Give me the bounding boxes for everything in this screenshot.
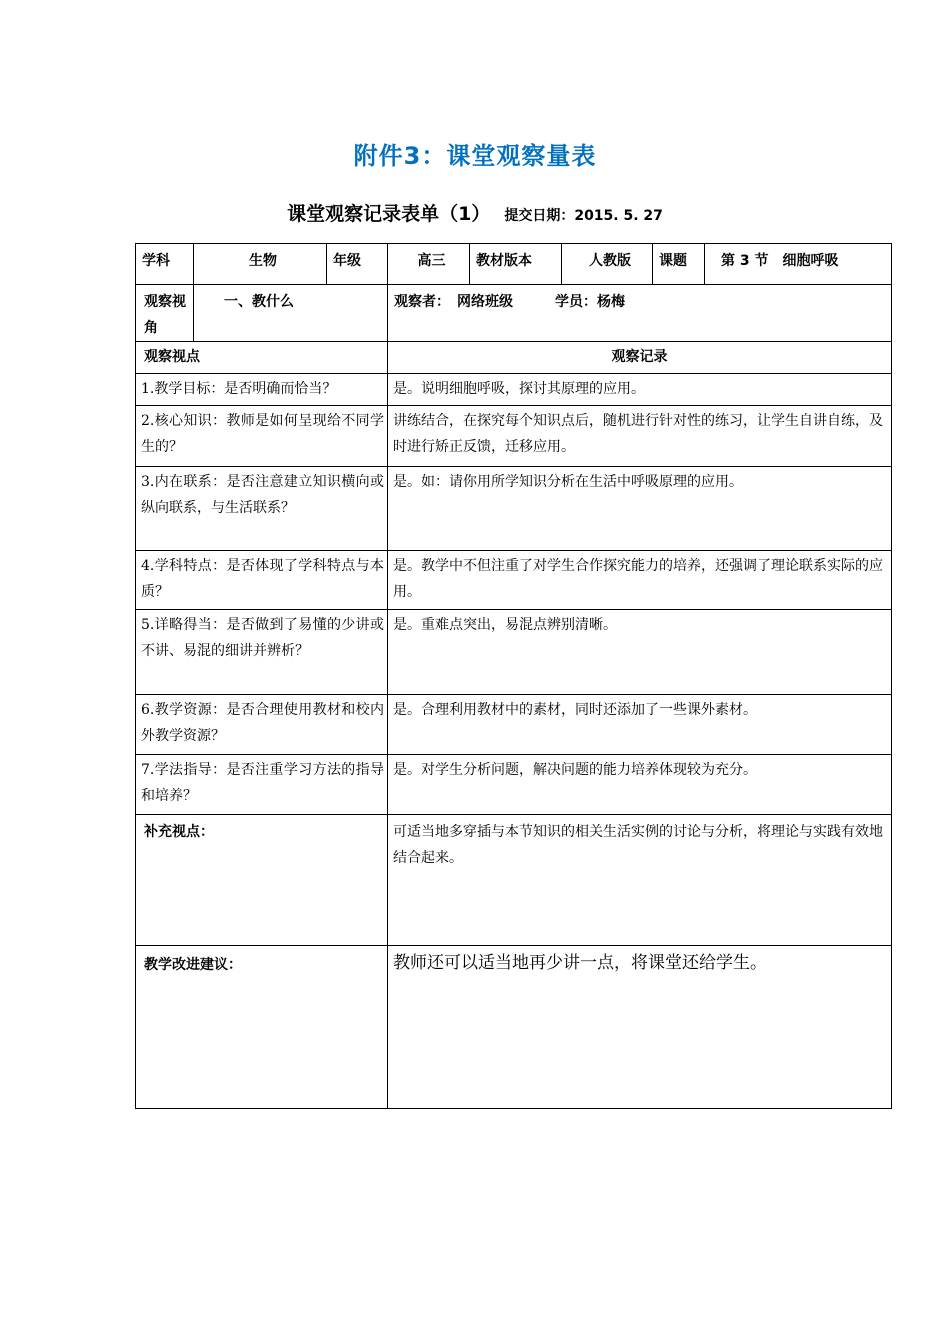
observation-record: 是。如：请你用所学知识分析在生活中呼吸原理的应用。 <box>388 467 892 551</box>
observation-record: 讲练结合，在探究每个知识点后，随机进行针对性的练习，让学生自讲自练，及时进行矫正反馈，迁移应用。 <box>388 406 892 467</box>
suggestion-text: 教师还可以适当地再少讲一点，将课堂还给学生。 <box>388 946 892 1109</box>
observation-point: 6.教学资源：是否合理使用教材和校内外教学资源？ <box>136 695 388 755</box>
observation-record: 是。合理利用教材中的素材，同时还添加了一些课外素材。 <box>388 695 892 755</box>
edition-label: 教材版本 <box>470 244 562 285</box>
col-header-record: 观察记录 <box>388 342 892 374</box>
edition-value: 人教版 <box>562 244 653 285</box>
info-row <box>136 244 892 285</box>
table-row <box>136 755 892 815</box>
suggestion-row <box>136 946 892 1109</box>
observation-record: 是。对学生分析问题，解决问题的能力培养体现较为充分。 <box>388 755 892 815</box>
observation-record: 是。教学中不但注重了对学生合作探究能力的培养，还强调了理论联系实际的应用。 <box>388 551 892 610</box>
suggestion-label: 教学改进建议： <box>136 946 388 1109</box>
table-row <box>136 374 892 406</box>
observer-info: 观察者： 网络班级 学员：杨梅 <box>388 285 892 342</box>
observation-point: 7.学法指导：是否注重学习方法的指导和培养？ <box>136 755 388 815</box>
table-row <box>136 695 892 755</box>
grade-value: 高三 <box>388 244 470 285</box>
column-header-row <box>136 342 892 374</box>
table-row <box>136 467 892 551</box>
observation-table <box>135 243 892 1109</box>
col-header-point: 观察视点 <box>136 342 388 374</box>
table-row <box>136 551 892 610</box>
submit-date: 提交日期：2015. 5. 27 <box>504 208 663 224</box>
subject-value: 生物 <box>194 244 327 285</box>
attachment-title: 附件3：课堂观察量表 <box>353 142 597 170</box>
supplement-text: 可适当地多穿插与本节知识的相关生活实例的讨论与分析，将理论与实践有效地结合起来。 <box>388 815 892 946</box>
table-row <box>136 406 892 467</box>
observation-point: 2.核心知识：教师是如何呈现给不同学生的？ <box>136 406 388 467</box>
observation-point: 4.学科特点：是否体现了学科特点与本质？ <box>136 551 388 610</box>
angle-label: 观察视角 <box>136 285 194 342</box>
observation-record: 是。重难点突出，易混点辨别清晰。 <box>388 610 892 695</box>
form-title: 课堂观察记录表单（1） <box>287 203 491 225</box>
observation-point: 1.教学目标：是否明确而恰当？ <box>136 374 388 406</box>
topic-label: 课题 <box>653 244 705 285</box>
supplement-label: 补充视点： <box>136 815 388 946</box>
subject-label: 学科 <box>136 244 194 285</box>
form-title-line <box>0 199 950 226</box>
grade-label: 年级 <box>327 244 388 285</box>
observation-point: 5.详略得当：是否做到了易懂的少讲或不讲、易混的细讲并辨析？ <box>136 610 388 695</box>
topic-value: 第 3 节 细胞呼吸 <box>705 244 892 285</box>
observation-record: 是。说明细胞呼吸，探讨其原理的应用。 <box>388 374 892 406</box>
table-row <box>136 610 892 695</box>
angle-row <box>136 285 892 342</box>
angle-value: 一、教什么 <box>194 285 388 342</box>
supplement-row <box>136 815 892 946</box>
observation-point: 3.内在联系：是否注意建立知识横向或纵向联系，与生活联系？ <box>136 467 388 551</box>
